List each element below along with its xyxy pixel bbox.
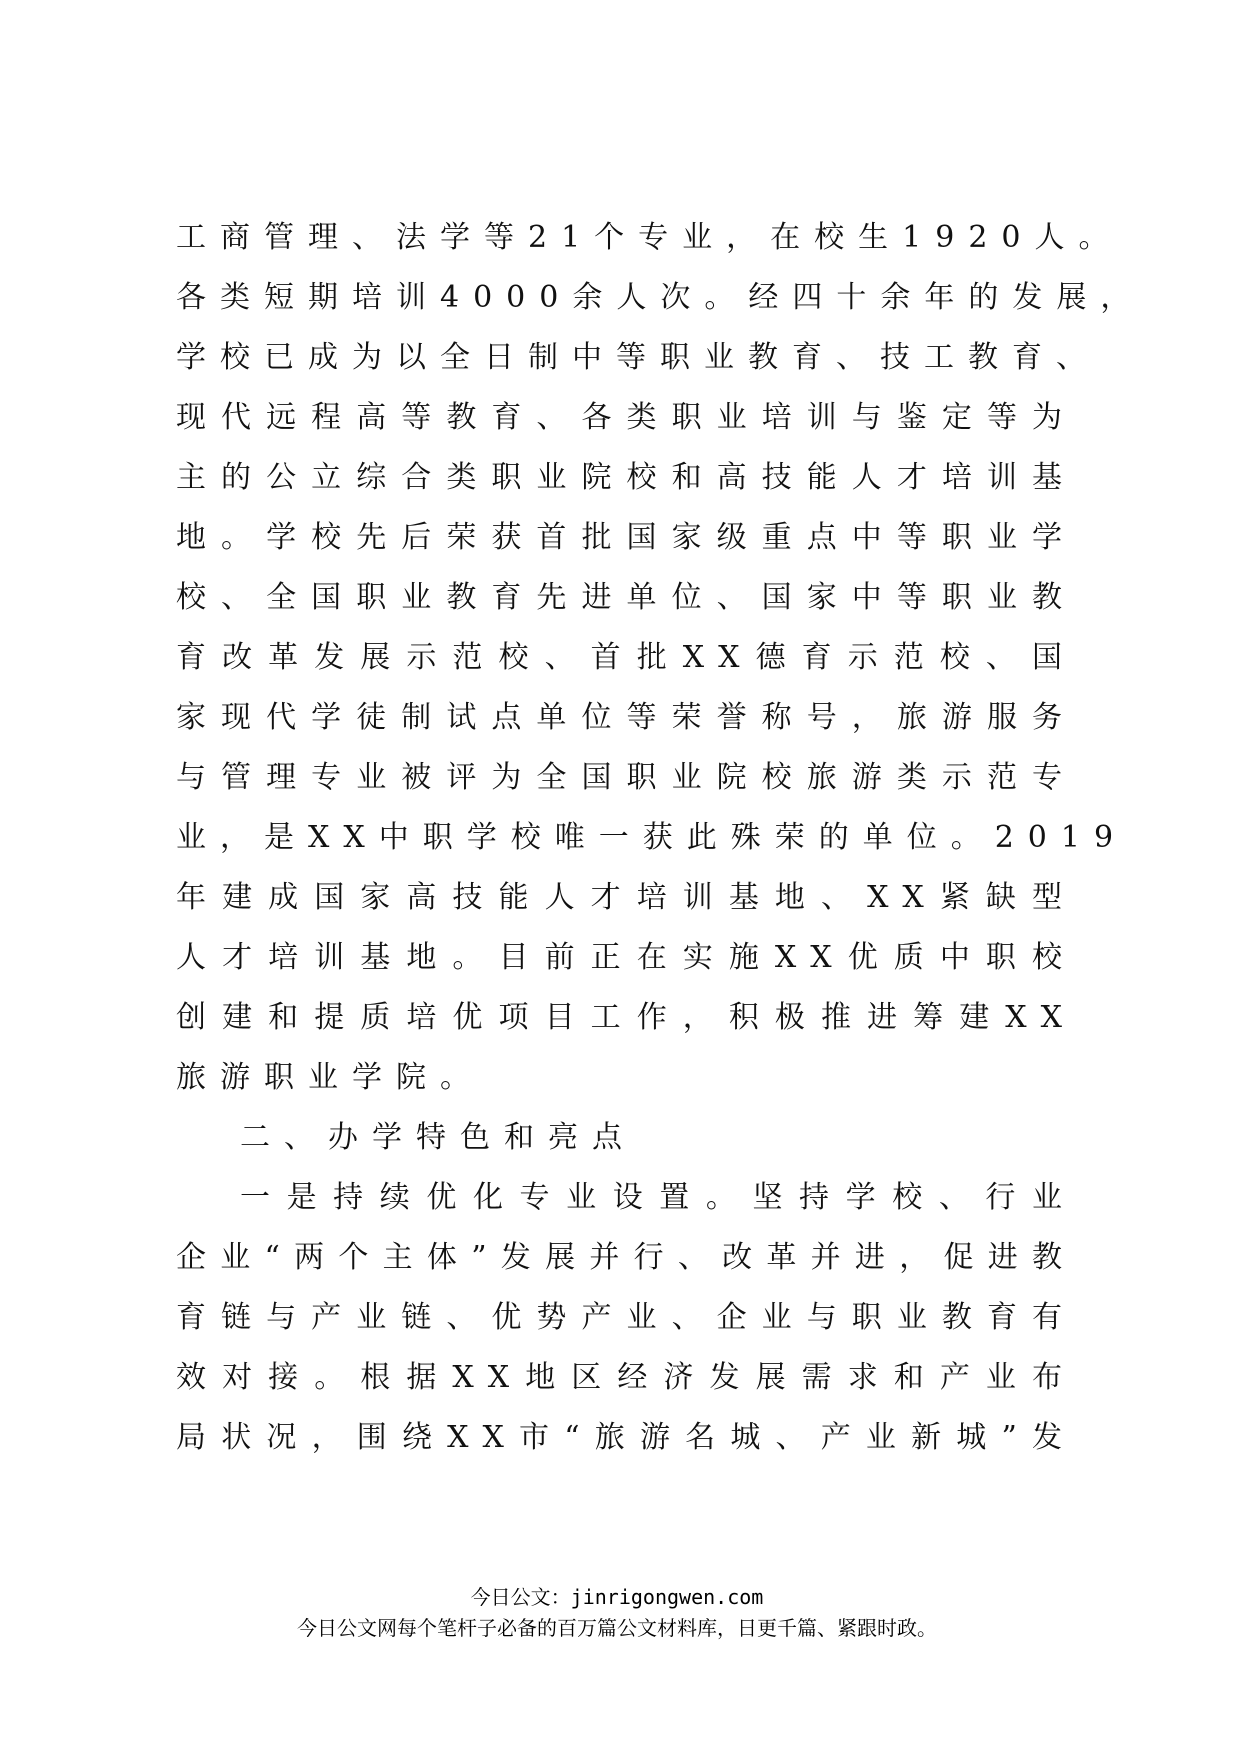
paragraph-line: 一是持续优化专业设置。坚持学校、行业: [240, 1180, 1076, 1215]
paragraph-line: 各类短期培训4000余人次。经四十余年的发展，: [176, 280, 1145, 315]
paragraph-line: 工商管理、法学等21个专业，在校生1920人。: [176, 220, 1123, 255]
paragraph-line: 旅游职业学院。: [176, 1060, 484, 1095]
paragraph-line: 业，是XX中职学校唯一获此殊荣的单位。2019: [176, 820, 1128, 855]
document-body: [176, 208, 1145, 1468]
paragraph-line: 局状况，围绕XX市“旅游名城、产业新城”发: [176, 1420, 1076, 1455]
paragraph-line: 地。学校先后荣获首批国家级重点中等职业学: [176, 520, 1076, 555]
paragraph-line: 年建成国家高技能人才培训基地、XX紧缺型: [176, 880, 1076, 915]
paragraph-line: 企业“两个主体”发展并行、改革并进，促进教: [176, 1240, 1076, 1275]
footer-site-label: 今日公文：: [470, 1585, 571, 1609]
paragraph-line: 育链与产业链、优势产业、企业与职业教育有: [176, 1300, 1076, 1335]
paragraph-line: 创建和提质培优项目工作，积极推进筹建XX: [176, 1000, 1076, 1035]
footer-site: [0, 1582, 1234, 1612]
paragraph-line: 与管理专业被评为全国职业院校旅游类示范专: [176, 760, 1076, 795]
paragraph-line: 学校已成为以全日制中等职业教育、技工教育、: [176, 340, 1100, 375]
paragraph-line: 家现代学徒制试点单位等荣誉称号，旅游服务: [176, 700, 1076, 735]
footer-tagline: 今日公文网每个笔杆子必备的百万篇公文材料库，日更千篇、紧跟时政。: [297, 1616, 937, 1640]
paragraph-line: 校、全国职业教育先进单位、国家中等职业教: [176, 580, 1076, 615]
paragraph-line: 效对接。根据XX地区经济发展需求和产业布: [176, 1360, 1076, 1395]
footer-site-link[interactable]: jinrigongwen.com: [570, 1585, 764, 1609]
paragraph-line: 主的公立综合类职业院校和高技能人才培训基: [176, 460, 1076, 495]
paragraph-line: 育改革发展示范校、首批XX德育示范校、国: [176, 640, 1076, 675]
paragraph-line: 现代远程高等教育、各类职业培训与鉴定等为: [176, 400, 1076, 435]
page-footer: [0, 1582, 1234, 1644]
section-heading: 二、办学特色和亮点: [240, 1120, 636, 1155]
paragraph-line: 人才培训基地。目前正在实施XX优质中职校: [176, 940, 1076, 975]
